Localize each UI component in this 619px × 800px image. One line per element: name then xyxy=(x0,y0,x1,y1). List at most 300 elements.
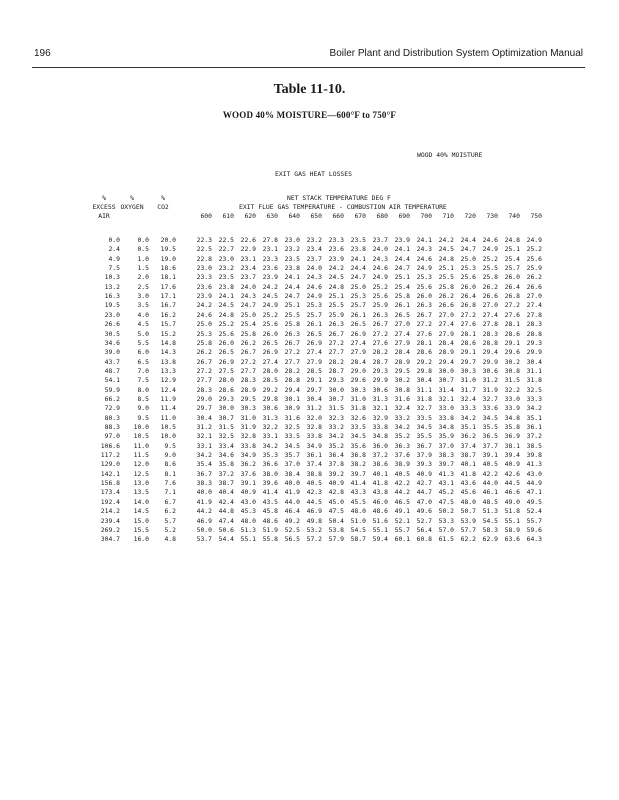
table-cell: 31.1 xyxy=(526,366,542,375)
table-cell: 27.2 xyxy=(196,366,212,375)
table-cell: 43.5 xyxy=(262,497,278,506)
table-cell: 33.1 xyxy=(196,441,212,450)
table-cell: 25.2 xyxy=(218,320,234,329)
col-head-air: AIR xyxy=(98,212,110,220)
table-cell: 55.1 xyxy=(504,516,520,525)
table-cell: 51.6 xyxy=(372,516,388,525)
col-head-oxygen-pct: % xyxy=(130,194,134,202)
table-cell: 22.6 xyxy=(240,236,256,244)
table-cell: 0.0 xyxy=(108,236,120,244)
table-cell: 29.4 xyxy=(284,385,300,394)
table-cell: 30.2 xyxy=(504,357,520,366)
table-cell: 26.1 xyxy=(306,320,322,329)
table-cell: 26.7 xyxy=(372,320,388,329)
table-cell: 28.6 xyxy=(416,348,432,357)
table-cell: 7.1 xyxy=(164,488,176,497)
table-cell: 25.3 xyxy=(196,329,212,338)
table-cell: 173.4 xyxy=(100,488,120,497)
temp-col-head: 640 xyxy=(288,212,300,220)
table-cell: 54.1 xyxy=(104,376,120,385)
table-cell: 59.9 xyxy=(104,385,120,394)
table-cell: 59.6 xyxy=(526,525,542,534)
table-cell: 15.0 xyxy=(133,516,149,525)
group-head-net-stack: NET STACK TEMPERATURE DEG F xyxy=(287,194,391,202)
table-cell: 24.8 xyxy=(504,236,520,244)
table-cell: 48.6 xyxy=(262,516,278,525)
table-cell: 25.7 xyxy=(504,264,520,273)
table-cell: 8.1 xyxy=(164,469,176,478)
table-cell: 31.1 xyxy=(416,385,432,394)
table-cell: 27.8 xyxy=(262,236,278,244)
table-cell: 42.3 xyxy=(306,488,322,497)
table-cell: 24.5 xyxy=(328,273,344,282)
table-cell: 26.4 xyxy=(504,282,520,291)
table-cell: 23.6 xyxy=(328,245,344,254)
table-cell: 38.0 xyxy=(262,469,278,478)
table-cell: 13.8 xyxy=(160,357,176,366)
table-cell: 27.4 xyxy=(394,329,410,338)
table-cell: 12.0 xyxy=(133,460,149,469)
table-cell: 24.1 xyxy=(350,254,366,263)
table-cell: 32.1 xyxy=(196,432,212,441)
table-cell: 43.0 xyxy=(526,469,542,478)
table-cell: 38.6 xyxy=(372,460,388,469)
table-cell: 25.2 xyxy=(372,282,388,291)
table-cell: 3.0 xyxy=(137,292,149,301)
table-cell: 23.9 xyxy=(328,254,344,263)
table-cell: 192.4 xyxy=(100,497,120,506)
table-cell: 24.5 xyxy=(262,292,278,301)
table-cell: 24.0 xyxy=(372,245,388,254)
table-cell: 25.5 xyxy=(438,273,454,282)
table-cell: 35.5 xyxy=(416,432,432,441)
table-cell: 54.4 xyxy=(218,535,234,544)
table-cell: 24.9 xyxy=(526,236,542,244)
table-cell: 32.7 xyxy=(416,404,432,413)
table-cell: 24.5 xyxy=(218,301,234,310)
table-cell: 32.6 xyxy=(350,413,366,422)
table-cell: 40.9 xyxy=(240,488,256,497)
table-cell: 19.5 xyxy=(160,245,176,254)
temp-col-head: 630 xyxy=(266,212,278,220)
table-cell: 53.7 xyxy=(196,535,212,544)
table-cell: 25.8 xyxy=(284,320,300,329)
table-cell: 32.1 xyxy=(372,404,388,413)
table-cell: 24.9 xyxy=(416,264,432,273)
table-cell: 37.6 xyxy=(394,451,410,460)
table-cell: 38.3 xyxy=(438,451,454,460)
table-cell: 48.6 xyxy=(372,507,388,516)
table-cell: 53.9 xyxy=(460,516,476,525)
table-cell: 29.1 xyxy=(504,338,520,347)
table-cell: 32.4 xyxy=(394,404,410,413)
table-cell: 27.8 xyxy=(482,320,498,329)
table-cell: 37.8 xyxy=(328,460,344,469)
table-cell: 36.3 xyxy=(394,441,410,450)
table-cell: 23.5 xyxy=(350,236,366,244)
table-cell: 6.7 xyxy=(164,497,176,506)
table-cell: 26.2 xyxy=(438,292,454,301)
table-cell: 33.2 xyxy=(394,413,410,422)
table-cell: 44.9 xyxy=(526,479,542,488)
table-cell: 23.2 xyxy=(218,264,234,273)
table-cell: 51.0 xyxy=(350,516,366,525)
col-head-co2-pct: % xyxy=(161,194,165,202)
table-cell: 23.7 xyxy=(306,254,322,263)
table-cell: 25.9 xyxy=(328,310,344,319)
table-cell: 57.0 xyxy=(438,525,454,534)
table-cell: 42.6 xyxy=(504,469,520,478)
table-cell: 24.2 xyxy=(438,236,454,244)
table-cell: 24.8 xyxy=(218,310,234,319)
table-cell: 24.2 xyxy=(262,282,278,291)
table-cell: 40.9 xyxy=(328,479,344,488)
table-cell: 24.8 xyxy=(438,254,454,263)
table-cell: 80.3 xyxy=(104,413,120,422)
table-cell: 27.0 xyxy=(438,310,454,319)
table-cell: 28.1 xyxy=(504,320,520,329)
table-cell: 62.9 xyxy=(482,535,498,544)
table-cell: 4.5 xyxy=(137,320,149,329)
table-cell: 32.2 xyxy=(504,385,520,394)
table-cell: 26.2 xyxy=(196,348,212,357)
table-cell: 45.8 xyxy=(262,507,278,516)
table-cell: 30.3 xyxy=(350,385,366,394)
table-cell: 40.5 xyxy=(482,460,498,469)
table-cell: 30.0 xyxy=(218,404,234,413)
table-cell: 33.3 xyxy=(526,394,542,403)
table-cell: 41.4 xyxy=(350,479,366,488)
table-cell: 26.5 xyxy=(394,310,410,319)
table-cell: 27.0 xyxy=(482,301,498,310)
table-cell: 46.4 xyxy=(284,507,300,516)
table-cell: 29.3 xyxy=(218,394,234,403)
table-cell: 44.0 xyxy=(284,497,300,506)
table-cell: 28.1 xyxy=(416,338,432,347)
table-cell: 64.3 xyxy=(526,535,542,544)
table-cell: 33.9 xyxy=(504,404,520,413)
table-cell: 38.5 xyxy=(526,441,542,450)
table-cell: 34.5 xyxy=(284,441,300,450)
table-cell: 28.7 xyxy=(372,357,388,366)
table-cell: 29.9 xyxy=(482,357,498,366)
table-cell: 57.9 xyxy=(328,535,344,544)
table-cell: 48.7 xyxy=(104,366,120,375)
table-cell: 23.1 xyxy=(240,254,256,263)
table-cell: 37.0 xyxy=(284,460,300,469)
table-cell: 24.0 xyxy=(240,282,256,291)
table-cell: 23.6 xyxy=(262,264,278,273)
table-cell: 26.0 xyxy=(504,273,520,282)
table-cell: 33.4 xyxy=(218,441,234,450)
table-cell: 15.5 xyxy=(133,525,149,534)
table-cell: 50.7 xyxy=(460,507,476,516)
table-cell: 31.6 xyxy=(394,394,410,403)
table-cell: 30.1 xyxy=(284,394,300,403)
table-cell: 28.4 xyxy=(438,338,454,347)
table-cell: 25.8 xyxy=(482,273,498,282)
table-cell: 45.3 xyxy=(240,507,256,516)
table-cell: 35.8 xyxy=(504,423,520,431)
table-cell: 40.5 xyxy=(394,469,410,478)
temp-col-head: 750 xyxy=(530,212,542,220)
table-cell: 7.6 xyxy=(164,479,176,488)
table-cell: 55.1 xyxy=(240,535,256,544)
table-cell: 55.7 xyxy=(394,525,410,534)
table-cell: 32.4 xyxy=(460,394,476,403)
table-cell: 27.2 xyxy=(416,320,432,329)
table-cell: 25.7 xyxy=(350,301,366,310)
table-cell: 57.7 xyxy=(460,525,476,534)
col-head-co2: CO2 xyxy=(157,203,169,211)
table-cell: 28.3 xyxy=(240,376,256,385)
table-cell: 32.5 xyxy=(526,385,542,394)
table-cell: 27.4 xyxy=(262,357,278,366)
table-cell: 22.5 xyxy=(196,245,212,254)
table-cell: 38.2 xyxy=(350,460,366,469)
table-cell: 239.4 xyxy=(100,516,120,525)
table-cell: 27.4 xyxy=(438,320,454,329)
table-cell: 52.4 xyxy=(526,507,542,516)
header-rule xyxy=(32,67,585,68)
table-cell: 30.7 xyxy=(328,394,344,403)
table-cell: 14.0 xyxy=(133,497,149,506)
table-cell: 27.7 xyxy=(328,348,344,357)
table-cell: 27.5 xyxy=(218,366,234,375)
table-cell: 25.5 xyxy=(482,264,498,273)
table-cell: 38.1 xyxy=(504,441,520,450)
table-cell: 52.1 xyxy=(394,516,410,525)
table-cell: 106.6 xyxy=(100,441,120,450)
table-cell: 27.6 xyxy=(460,320,476,329)
table-cell: 34.2 xyxy=(262,441,278,450)
table-cell: 37.4 xyxy=(460,441,476,450)
table-cell: 29.4 xyxy=(482,348,498,357)
table-cell: 28.2 xyxy=(284,366,300,375)
table-cell: 27.4 xyxy=(482,310,498,319)
table-cell: 26.0 xyxy=(262,329,278,338)
table-cell: 31.0 xyxy=(460,376,476,385)
table-cell: 27.2 xyxy=(460,310,476,319)
table-cell: 25.0 xyxy=(240,310,256,319)
table-cell: 24.3 xyxy=(416,245,432,254)
table-cell: 29.2 xyxy=(262,385,278,394)
table-cell: 54.5 xyxy=(350,525,366,534)
table-cell: 38.9 xyxy=(394,460,410,469)
table-cell: 24.4 xyxy=(394,254,410,263)
table-cell: 41.9 xyxy=(284,488,300,497)
table-cell: 40.9 xyxy=(416,469,432,478)
table-cell: 23.9 xyxy=(262,273,278,282)
table-cell: 30.6 xyxy=(372,385,388,394)
table-cell: 39.2 xyxy=(328,469,344,478)
table-cell: 36.7 xyxy=(196,469,212,478)
table-cell: 0.5 xyxy=(137,245,149,254)
table-cell: 22.8 xyxy=(196,254,212,263)
table-cell: 8.0 xyxy=(137,385,149,394)
table-cell: 24.3 xyxy=(306,273,322,282)
table-cell: 27.2 xyxy=(372,329,388,338)
table-cell: 26.3 xyxy=(328,320,344,329)
table-cell: 28.6 xyxy=(460,338,476,347)
table-cell: 31.9 xyxy=(482,385,498,394)
table-cell: 37.2 xyxy=(372,451,388,460)
table-cell: 20.0 xyxy=(160,236,176,244)
temp-col-head: 740 xyxy=(508,212,520,220)
table-cell: 23.3 xyxy=(196,273,212,282)
page-number: 196 xyxy=(34,48,51,59)
table-cell: 32.1 xyxy=(438,394,454,403)
table-cell: 42.8 xyxy=(328,488,344,497)
table-cell: 26.7 xyxy=(240,348,256,357)
table-cell: 24.9 xyxy=(306,292,322,301)
table-cell: 42.2 xyxy=(394,479,410,488)
table-cell: 29.8 xyxy=(416,366,432,375)
table-cell: 34.6 xyxy=(104,338,120,347)
table-cell: 32.2 xyxy=(262,423,278,431)
table-cell: 41.9 xyxy=(196,497,212,506)
table-cell: 32.7 xyxy=(482,394,498,403)
table-cell: 23.9 xyxy=(394,236,410,244)
table-cell: 156.8 xyxy=(100,479,120,488)
table-cell: 28.9 xyxy=(394,357,410,366)
table-cell: 6.0 xyxy=(137,348,149,357)
table-cell: 26.5 xyxy=(350,320,366,329)
table-cell: 41.8 xyxy=(372,479,388,488)
table-cell: 37.2 xyxy=(218,469,234,478)
table-cell: 28.7 xyxy=(328,366,344,375)
table-cell: 9.0 xyxy=(137,404,149,413)
col-head-excess-pct: % xyxy=(102,194,106,202)
table-cell: 28.5 xyxy=(306,366,322,375)
table-cell: 34.9 xyxy=(240,451,256,460)
table-cell: 25.0 xyxy=(460,254,476,263)
table-cell: 35.2 xyxy=(394,432,410,441)
table-cell: 22.9 xyxy=(240,245,256,254)
table-cell: 50.2 xyxy=(438,507,454,516)
table-cell: 36.4 xyxy=(328,451,344,460)
table-cell: 34.5 xyxy=(482,413,498,422)
table-cell: 48.5 xyxy=(482,497,498,506)
table-cell: 24.7 xyxy=(394,264,410,273)
temp-col-head: 660 xyxy=(332,212,344,220)
table-cell: 31.8 xyxy=(416,394,432,403)
table-cell: 117.2 xyxy=(100,451,120,460)
table-cell: 24.0 xyxy=(306,264,322,273)
table-cell: 26.5 xyxy=(262,338,278,347)
table-cell: 304.7 xyxy=(100,535,120,544)
table-cell: 45.6 xyxy=(460,488,476,497)
table-cell: 24.7 xyxy=(350,273,366,282)
temp-col-head: 700 xyxy=(420,212,432,220)
temp-col-head: 680 xyxy=(376,212,388,220)
table-cell: 49.5 xyxy=(526,497,542,506)
table-cell: 27.7 xyxy=(284,357,300,366)
table-cell: 34.2 xyxy=(460,413,476,422)
table-cell: 44.0 xyxy=(482,479,498,488)
table-cell: 11.0 xyxy=(133,441,149,450)
table-cell: 45.0 xyxy=(328,497,344,506)
table-cell: 63.6 xyxy=(504,535,520,544)
table-cell: 49.2 xyxy=(284,516,300,525)
col-head-oxygen: OXYGEN xyxy=(120,203,144,211)
table-cell: 7.5 xyxy=(137,376,149,385)
table-cell: 51.8 xyxy=(504,507,520,516)
table-cell: 31.9 xyxy=(240,423,256,431)
table-cell: 13.2 xyxy=(104,282,120,291)
table-cell: 2.5 xyxy=(137,282,149,291)
table-cell: 54.5 xyxy=(482,516,498,525)
table-cell: 25.2 xyxy=(526,245,542,254)
table-cell: 31.5 xyxy=(218,423,234,431)
table-cell: 25.4 xyxy=(394,282,410,291)
table-cell: 66.2 xyxy=(104,394,120,403)
table-cell: 36.8 xyxy=(350,451,366,460)
table-cell: 29.7 xyxy=(460,357,476,366)
table-cell: 5.0 xyxy=(137,329,149,338)
table-cell: 23.9 xyxy=(196,292,212,301)
table-cell: 15.7 xyxy=(160,320,176,329)
table-cell: 58.7 xyxy=(350,535,366,544)
table-cell: 10.5 xyxy=(160,423,176,431)
table-cell: 23.5 xyxy=(284,254,300,263)
table-cell: 13.0 xyxy=(133,479,149,488)
table-cell: 27.6 xyxy=(504,310,520,319)
table-cell: 29.3 xyxy=(526,338,542,347)
temp-col-head: 720 xyxy=(464,212,476,220)
table-cell: 32.5 xyxy=(218,432,234,441)
temp-col-head: 610 xyxy=(222,212,234,220)
table-cell: 42.7 xyxy=(416,479,432,488)
table-cell: 30.3 xyxy=(460,366,476,375)
table-cell: 47.4 xyxy=(218,516,234,525)
table-cell: 40.5 xyxy=(306,479,322,488)
table-cell: 43.7 xyxy=(104,357,120,366)
table-cell: 25.1 xyxy=(438,264,454,273)
table-cell: 88.3 xyxy=(104,423,120,431)
table-cell: 34.9 xyxy=(306,441,322,450)
table-cell: 27.8 xyxy=(526,310,542,319)
table-cell: 13.3 xyxy=(160,366,176,375)
table-cell: 29.8 xyxy=(262,394,278,403)
table-cell: 43.1 xyxy=(438,479,454,488)
table-cell: 41.8 xyxy=(460,469,476,478)
table-cell: 30.2 xyxy=(394,376,410,385)
table-cell: 10.0 xyxy=(160,432,176,441)
table-cell: 23.1 xyxy=(262,245,278,254)
table-cell: 19.0 xyxy=(160,254,176,263)
table-cell: 29.0 xyxy=(196,394,212,403)
table-cell: 28.0 xyxy=(218,376,234,385)
table-cell: 24.1 xyxy=(416,236,432,244)
table-cell: 27.9 xyxy=(438,329,454,338)
table-cell: 30.4 xyxy=(416,376,432,385)
table-subtitle: WOOD 40% MOISTURE—600°F to 750°F xyxy=(222,110,397,120)
table-cell: 39.6 xyxy=(262,479,278,488)
table-cell: 31.5 xyxy=(504,376,520,385)
table-cell: 142.1 xyxy=(100,469,120,478)
table-cell: 25.1 xyxy=(284,301,300,310)
table-cell: 27.0 xyxy=(526,292,542,301)
table-cell: 2.4 xyxy=(108,245,120,254)
table-cell: 26.3 xyxy=(284,329,300,338)
table-cell: 31.7 xyxy=(460,385,476,394)
table-cell: 28.3 xyxy=(196,385,212,394)
table-cell: 25.0 xyxy=(350,282,366,291)
table-cell: 24.1 xyxy=(218,292,234,301)
table-cell: 28.9 xyxy=(240,385,256,394)
table-cell: 34.2 xyxy=(394,423,410,431)
